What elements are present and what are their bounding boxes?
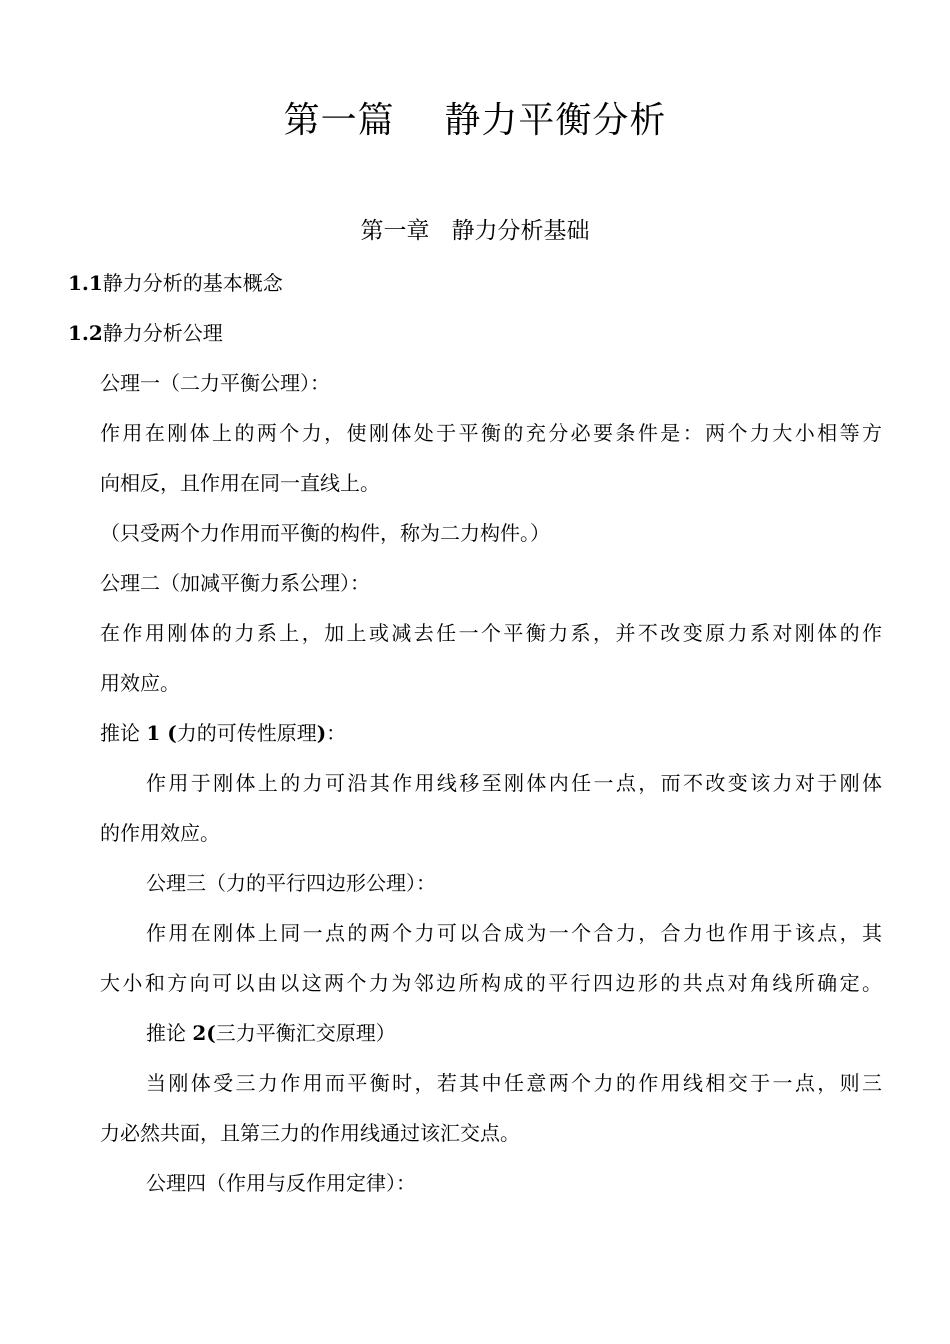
corollary-number: 2(: [192, 1021, 216, 1045]
axiom3-line1: 作用在刚体上同一点的两个力可以合成为一个合力，合力也作用于该点，其: [146, 921, 882, 945]
corollary1-line1: 作用于刚体上的力可沿其作用线移至刚体内任一点，而不改变该力对于刚体: [146, 771, 882, 795]
corollary-colon: ：: [326, 721, 347, 745]
axiom1-line2: 向相反，且作用在同一直线上。: [100, 471, 380, 495]
part-title: 第一篇 静力平衡分析: [283, 100, 667, 141]
corollary2-line2: 力必然共面，且第三力的作用线通过该汇交点。: [100, 1121, 520, 1145]
section-number: 1.1: [68, 271, 103, 295]
corollary-prefix: 推论: [100, 721, 147, 745]
corollary-name: 三力平衡汇交原理）: [215, 1021, 396, 1045]
axiom1-note: （只受两个力作用而平衡的构件，称为二力构件。）: [100, 521, 550, 545]
corollary1-line2: 的作用效应。: [100, 821, 220, 845]
axiom1-line1: 作用在刚体上的两个力，使刚体处于平衡的充分必要条件是：两个力大小相等方: [100, 421, 882, 445]
corollary-number: 1 (: [146, 721, 177, 745]
section-number: 1.2: [68, 321, 103, 345]
section-title: 静力分析的基本概念: [102, 271, 283, 295]
section-title: 静力分析公理: [102, 321, 223, 345]
axiom3-line2: 大小和方向可以由以这两个力为邻边所构成的平行四边形的共点对角线所确定。: [100, 971, 882, 995]
section-1-2-heading: [68, 318, 223, 348]
axiom1-heading: 公理一（二力平衡公理）：: [100, 371, 330, 395]
corollary2-heading: [146, 1018, 396, 1048]
corollary-prefix: 推论: [146, 1021, 193, 1045]
axiom2-heading: 公理二（加减平衡力系公理）：: [100, 571, 370, 595]
section-1-1-heading: [68, 268, 283, 298]
corollary2-line1: 当刚体受三力作用而平衡时，若其中任意两个力的作用线相交于一点，则三: [146, 1071, 882, 1095]
corollary1-heading: [100, 718, 346, 748]
axiom3-heading: 公理三（力的平行四边形公理）：: [146, 871, 436, 895]
corollary-close-paren: ): [316, 721, 327, 745]
axiom2-line2: 用效应。: [100, 671, 180, 695]
corollary-name: 力的可传性原理: [176, 721, 317, 745]
chapter-title: 第一章 静力分析基础: [360, 218, 590, 244]
axiom4-heading: 公理四（作用与反作用定律）：: [146, 1171, 416, 1195]
axiom2-line1: 在作用刚体的力系上，加上或减去任一个平衡力系，并不改变原力系对刚体的作: [100, 621, 882, 645]
